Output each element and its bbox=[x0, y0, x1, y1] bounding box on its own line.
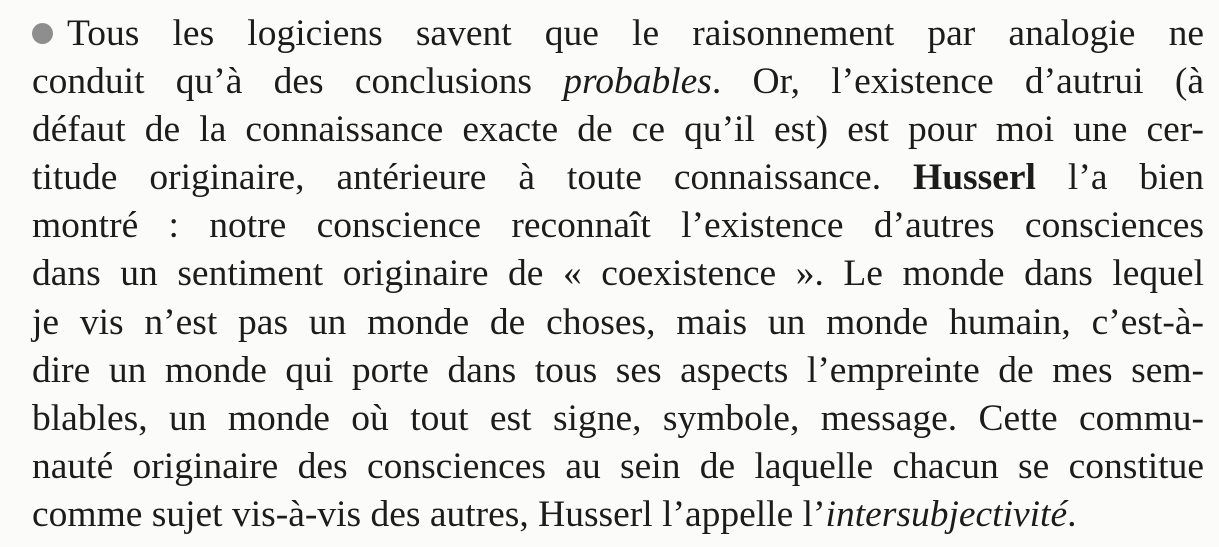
line-text: . bbox=[1067, 493, 1077, 535]
paragraph-line-5 bbox=[32, 202, 1204, 250]
paragraph-line-4 bbox=[32, 154, 1204, 202]
line-text: je vis n’est pas un monde de choses, mais un monde humain, c’est-à- bbox=[32, 301, 1204, 343]
italic-term-probables: probables bbox=[563, 61, 712, 103]
paragraph-line-1 bbox=[32, 10, 1204, 58]
line-text: montré : notre conscience reconnaît l’existence d’autres consciences bbox=[32, 205, 1204, 247]
text-paragraph bbox=[32, 10, 1204, 539]
paragraph-line-7 bbox=[32, 299, 1204, 347]
line-text: nauté originaire des consciences au sein de laquelle chacun se constitue bbox=[32, 445, 1204, 487]
line-text: titude originaire, antérieure à toute connaissance. bbox=[32, 157, 914, 199]
paragraph-line-6 bbox=[32, 250, 1204, 298]
paragraph-line-10 bbox=[32, 443, 1204, 491]
paragraph-line-9 bbox=[32, 395, 1204, 443]
line-text: Tous les logiciens savent que le raisonnement par analogie ne bbox=[67, 13, 1204, 54]
paragraph-line-11 bbox=[32, 491, 1204, 539]
paragraph-line-2 bbox=[32, 58, 1204, 106]
line-text: défaut de la connaissance exacte de ce qu’il est) est pour moi une cer- bbox=[32, 109, 1204, 151]
line-text: dans un sentiment originaire de « coexistence ». Le monde dans lequel bbox=[32, 253, 1204, 295]
line-text: l’a bien bbox=[1035, 157, 1204, 199]
line-text: comme sujet vis-à-vis des autres, Husserl l’appelle l’ bbox=[32, 493, 826, 535]
bold-name-husserl: Husserl bbox=[913, 157, 1036, 199]
line-text: blables, un monde où tout est signe, symbole, message. Cette commu- bbox=[32, 397, 1204, 439]
line-text: dire un monde qui porte dans tous ses aspects l’empreinte de mes sem- bbox=[32, 349, 1204, 391]
bullet-icon bbox=[32, 23, 53, 44]
italic-term-intersubjectivite: intersubjectivité bbox=[825, 493, 1068, 535]
line-text: conduit qu’à des conclusions bbox=[32, 61, 564, 103]
paragraph-line-8 bbox=[32, 347, 1204, 395]
paragraph-line-3 bbox=[32, 106, 1204, 154]
line-text: . Or, l’existence d’autrui (à bbox=[711, 61, 1205, 103]
